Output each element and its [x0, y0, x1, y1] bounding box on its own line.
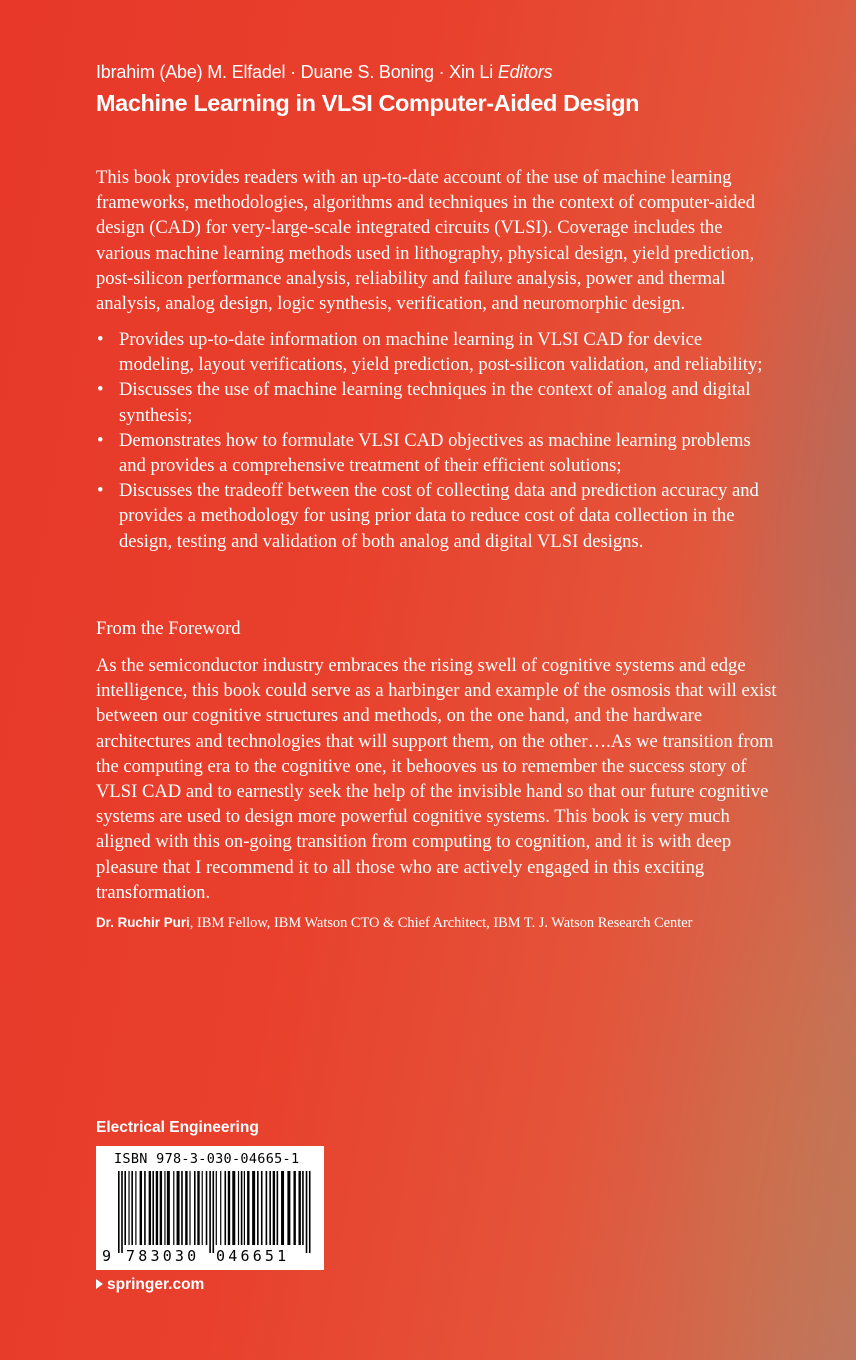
foreword-heading: From the Foreword	[96, 618, 241, 639]
feature-bullet-text: Discusses the use of machine learning techniques in the context of analog and digital synthesis;	[119, 379, 751, 426]
bullet-icon: •	[97, 429, 104, 451]
feature-bullet	[96, 327, 780, 377]
barcode-digit-group-2: 046651	[216, 1247, 290, 1265]
isbn-label: ISBN 978-3-030-04665-1	[114, 1151, 300, 1167]
website-text: springer.com	[107, 1276, 205, 1293]
feature-bullet	[96, 428, 780, 478]
editors-role: Editors	[497, 62, 553, 82]
bullet-icon: •	[97, 329, 104, 350]
feature-bullet-text: Provides up-to-date information on machine learning in VLSI CAD for device modeling, layout verifications, yield prediction, post-silicon validation, and reliability;	[119, 329, 763, 376]
editor-names: Ibrahim (Abe) M. Elfadel · Duane S. Boning · Xin Li	[96, 62, 493, 82]
foreword-author-name: Dr. Ruchir Puri	[96, 915, 190, 930]
bullet-icon: •	[97, 480, 104, 502]
publisher-website-link[interactable]	[96, 1276, 204, 1294]
foreword-author-title: , IBM Fellow, IBM Watson CTO & Chief Architect, IBM T. J. Watson Research Center	[189, 915, 693, 931]
feature-bullet	[96, 377, 780, 427]
barcode-digit-group-1: 783030	[126, 1247, 200, 1265]
book-title: Machine Learning in VLSI Computer-Aided Design	[96, 90, 640, 116]
feature-bullet	[96, 478, 780, 554]
arrow-right-icon	[96, 1279, 103, 1289]
foreword-quote: As the semiconductor industry embraces the rising swell of cognitive systems and edge intelligence, this book could serve as a harbinger and example of the osmosis that will exist between our cognitive structures and methods, on the one hand, and the hardware architectures and technologies that will support them, on the other….As we transition from the computing era to the cognitive one, it behooves us to remember the success story of VLSI CAD and to earnestly seek the help of the invisible hand so that our future cognitive systems are used to design more powerful cognitive systems. This book is very much aligned with this on-going transition from computing to cognition, and it is with deep pleasure that I recommend it to all those who are actively engaged in this exciting transformation.	[96, 655, 777, 903]
isbn-barcode	[96, 1146, 324, 1270]
subject-category: Electrical Engineering	[96, 1119, 259, 1136]
bullet-icon: •	[97, 379, 104, 401]
barcode-digit-prefix: 9	[102, 1247, 115, 1265]
intro-paragraph: This book provides readers with an up-to-date account of the use of machine learning frameworks, methodologies, algorithms and techniques in the context of computer-aided design (CAD) for very-large-scale integrated circuits (VLSI). Coverage includes the various machine learning methods used in lithography, physical design, yield prediction, post-silicon performance analysis, reliability and failure analysis, power and thermal analysis, analog design, logic synthesis, verification, and neuromorphic design.	[96, 167, 756, 315]
feature-bullet-list	[96, 327, 780, 554]
editors-line	[96, 62, 552, 83]
feature-bullet-text: Demonstrates how to formulate VLSI CAD objectives as machine learning problems and provides a comprehensive treatment of their efficient solutions;	[119, 429, 751, 477]
foreword-attribution	[96, 915, 692, 932]
feature-bullet-text: Discusses the tradeoff between the cost of collecting data and prediction accuracy and provides a methodology for using prior data to reduce cost of data collection in the design, testing and validation of both analog and digital VLSI designs.	[119, 480, 759, 552]
